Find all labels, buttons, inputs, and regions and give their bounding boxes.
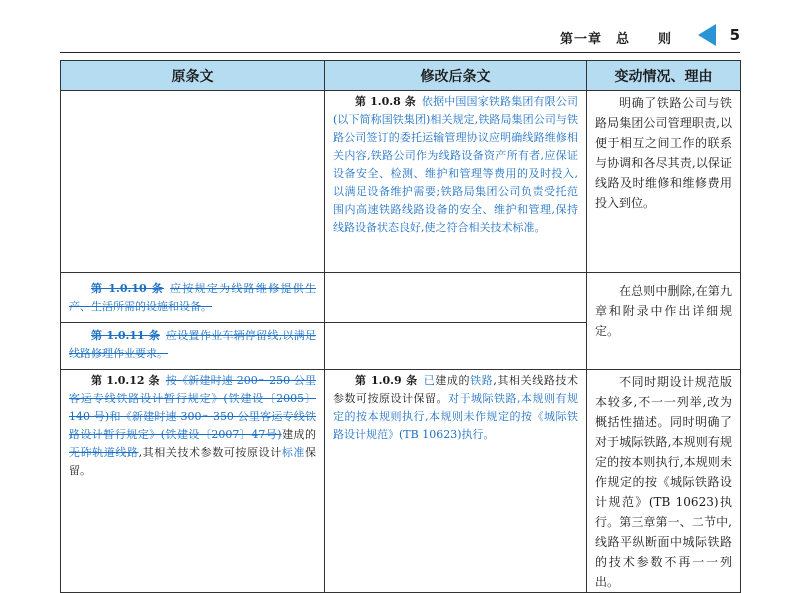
header-rule [60, 52, 740, 53]
clause-text: 保留。 [69, 446, 317, 477]
reason-text: 在总则中删除,在第九章和附录中作出详细规定。 [595, 284, 732, 338]
table-row [61, 91, 741, 273]
revised-clause-cell [325, 323, 587, 370]
table-row [61, 273, 741, 323]
table-header-row [61, 61, 741, 91]
revision-table [60, 60, 741, 593]
clause-text: 依据中国国家铁路集团有限公司(以下简称国铁集团)相关规定,铁路局集团公司与铁路公司签订的委托运输管理协议应明确线路维修相关内容,铁路公司作为线路设备资产所有者,应保证设备安全、检测、维护和管理等费用的及时投入,以满足设备维护需要;铁路局集团公司负责受托范围内高速铁路线路设备的安全、维护和管理,保持线路设备状态良好,使之符合相关技术标准。 [333, 95, 578, 234]
reason-text: 明确了铁路公司与铁路局集团公司管理职责,以便于相互之间工作的联系与协调和各尽其责,以保证线路及时维修和维修费用投入到位。 [595, 96, 732, 210]
deleted-text: 按《新建时速 200～250 公里客运专线铁路设计暂行规定》(铁建设〔2005〕140 号)和《新建时速 300～350 公里客运专线铁路设计暂行规定》(铁建设〔2007〕47号) [69, 374, 317, 441]
deleted-text: 应按规定为线路维修提供生产、生活所需的设施和设备。 [69, 282, 317, 313]
clause-text: ,其相关线路技术参数可按原设计保留。 [333, 374, 579, 405]
clause-text: ,其相关技术参数可按原设计 [138, 446, 282, 459]
page-number: 5 [729, 26, 740, 44]
chapter-title: 第一章 总 则 [559, 32, 672, 47]
clause-text: 建成的 [435, 374, 471, 387]
article-number: 第 1.0.9 条 [355, 374, 418, 387]
deleted-text: 应设置作业车辆停留线,以满足线路修理作业要求。 [69, 329, 317, 360]
running-head [60, 20, 740, 50]
left-triangle-icon [698, 24, 716, 46]
article-number: 第 1.0.10 条 [91, 282, 165, 295]
article-number: 第 1.0.8 条 [355, 95, 416, 108]
deleted-text: 无砟轨道线路 [69, 446, 139, 459]
table-row [61, 370, 741, 593]
article-number: 第 1.0.12 条 [91, 374, 160, 387]
revised-clause-cell [325, 273, 587, 323]
revised-clause-cell [325, 91, 587, 273]
original-clause-cell [61, 323, 325, 370]
reason-cell [587, 91, 741, 273]
column-header-revised: 修改后条文 [325, 61, 587, 91]
clause-text: 建成的 [281, 428, 317, 441]
added-text: 铁路 [470, 374, 494, 387]
added-text: 标准 [281, 446, 306, 459]
original-clause-cell [61, 370, 325, 593]
column-header-original: 原条文 [61, 61, 325, 91]
original-clause-cell [61, 273, 325, 323]
reason-cell [587, 370, 741, 593]
article-number: 第 1.0.11 条 [91, 329, 161, 342]
reason-cell [587, 273, 741, 370]
added-text: 对于城际铁路,本规则有规定的按本规则执行,本规则未作规定的按《城际铁路设计规范》(TB 10623)执行。 [333, 392, 578, 441]
added-text: 已 [423, 374, 436, 387]
original-clause-cell [61, 91, 325, 273]
column-header-reason: 变动情况、理由 [587, 61, 741, 91]
revised-clause-cell [325, 370, 587, 593]
reason-text: 不同时期设计规范版本较多,不一一列举,改为概括性描述。同时明确了对于城际铁路,本规则有规定的按本则执行,本规则未作规定的按《城际铁路设计规范》(TB 10623)执行。第三章第一、二节中,线路平纵断面中城际铁路的技术参数不再一一列出。 [595, 375, 732, 589]
